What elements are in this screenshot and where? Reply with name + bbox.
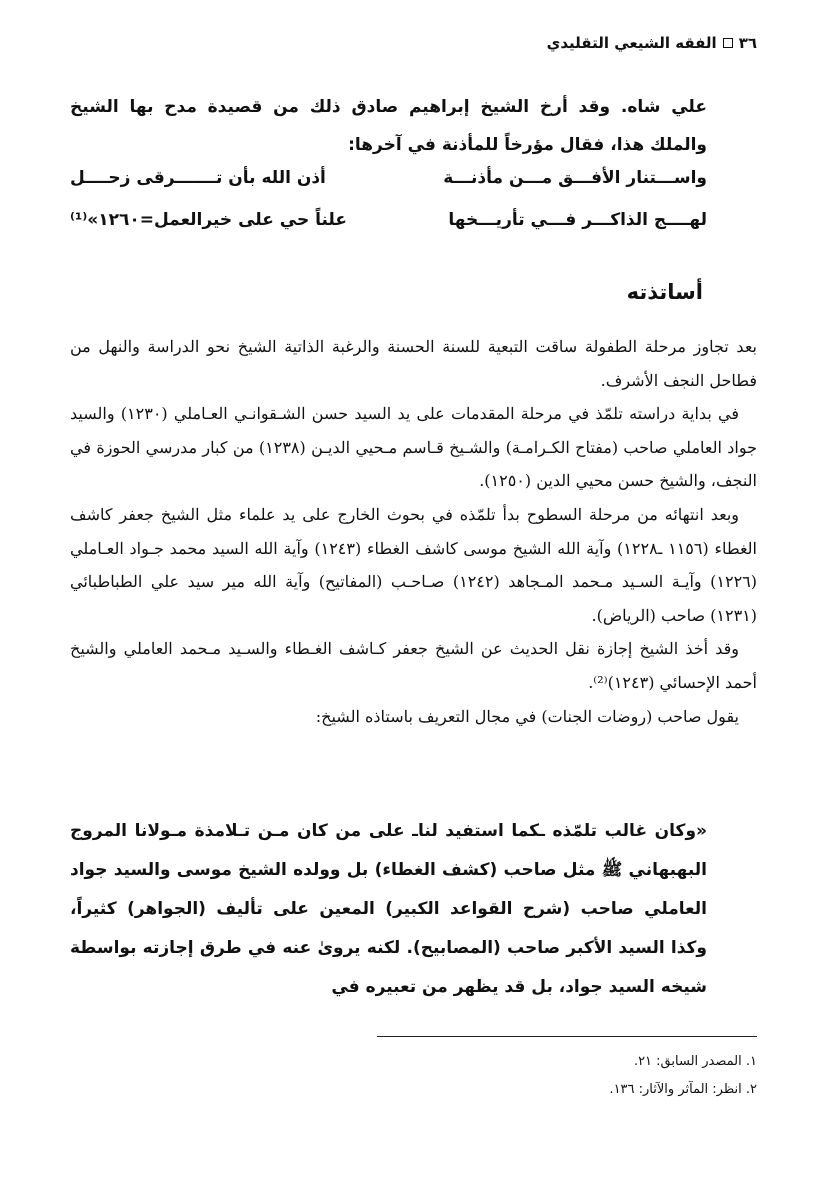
page-header [70, 30, 757, 56]
quote-text: «وكان غالب تلمّذه ـكما استفيد لناـ على من كان مـن تـلامذة مـولانا المروج البهبهاني ﷺ مثل صاحب (كشف الغطاء) بل وولده الشيخ موسى والسيد جواد العاملي صاحب (شرح القواعد الكبير) المعين على تأليف (الجواهر) كثيراً، وكذا السيد الأكبر صاحب (المصابيح). لكنه يروىٰ عنه في طرق إجازته بواسطة شيخه السيد جواد، بل قد يظهر من تعبيره في [70, 821, 707, 997]
footnote-divider [377, 1036, 757, 1037]
verse-1-first-hemistich: واســـتنار الأفـــق مـــن مأذنـــة [443, 168, 707, 188]
footnotes [300, 1048, 757, 1104]
poem-intro: علي شاه. وقد أرخ الشيخ إبراهيم صادق ذلك من قصيدة مدح بها الشيخ والملك هذا، فقال مؤرخاً للمأذنة في آخرها: [70, 97, 707, 155]
page-number: ٣٦ [738, 34, 757, 52]
running-title: الفقه الشيعي التقليدي [546, 34, 717, 52]
paragraph-4: وقد أخذ الشيخ إجازة نقل الحديث عن الشيخ جعفر كـاشف الغـطاء والسـيد مـحمد العاملي والشيخ أحمد الإحسائي (١٢٤٣)⁽²⁾. [70, 639, 757, 692]
paragraph-1: بعد تجاوز مرحلة الطفولة ساقت التبعية للسنة الحسنة والرغبة الذاتية الشيخ نحو الدراسة والنهل من فطاحل النجف الأشرف. [70, 337, 757, 390]
verse-1-second-hemistich: أذن الله بأن تـــــــرقى زحــــل [70, 168, 326, 188]
poem-verse-2 [70, 210, 707, 246]
paragraph-2: في بداية دراسته تلمّذ في مرحلة المقدمات على يد السيد حسن الشـقوانـي العـاملي (١٢٣٠) والسيد جواد العاملي صاحب (مفتاح الكـرامـة) والشـيخ قـاسم مـحيي الديـن (١٢٣٨) من كبار مدرسي الحوزة في النجف، والشيخ حسن محيي الدين (١٢٥٠). [70, 404, 757, 491]
section-heading: أساتذته [626, 280, 703, 304]
verse-2-second-hemistich: علناً حي على خيرالعمل=١٢٦٠»⁽¹⁾ [70, 210, 347, 230]
paragraph-5: يقول صاحب (روضات الجنات) في مجال التعريف باستاذه الشيخ: [315, 706, 739, 726]
verse-2-first-hemistich: لهــــج الذاكـــر فـــي تأريـــخها [448, 210, 707, 230]
square-ornament-icon [723, 38, 733, 48]
body-text [70, 330, 757, 733]
footnote-1: ١. المصدر السابق: ٢١. [633, 1054, 757, 1069]
footnote-2: ٢. انظر: المآثر والآثار: ١٣٦. [609, 1082, 757, 1097]
poem-verse-1 [70, 168, 707, 204]
block-quote [70, 812, 707, 1007]
paragraph-3: وبعد انتهائه من مرحلة السطوح بدأ تلمّذه في بحوث الخارج على يد علماء مثل الشيخ جعفر كاشف الغطاء (١١٥٦ ـ١٢٢٨) وآية الله الشيخ موسى كاشف الغطاء (١٢٤٣) وآية الله السيد محمد جـواد العـاملي (١٢٢٦) وآيـة السـيد مـحمد المـجاهد (١٢٤٢) صـاحـب (المفاتيح) وآية الله مير سيد علي الطباطبائي (١٢٣١) صاحب (الرياض). [70, 504, 758, 625]
